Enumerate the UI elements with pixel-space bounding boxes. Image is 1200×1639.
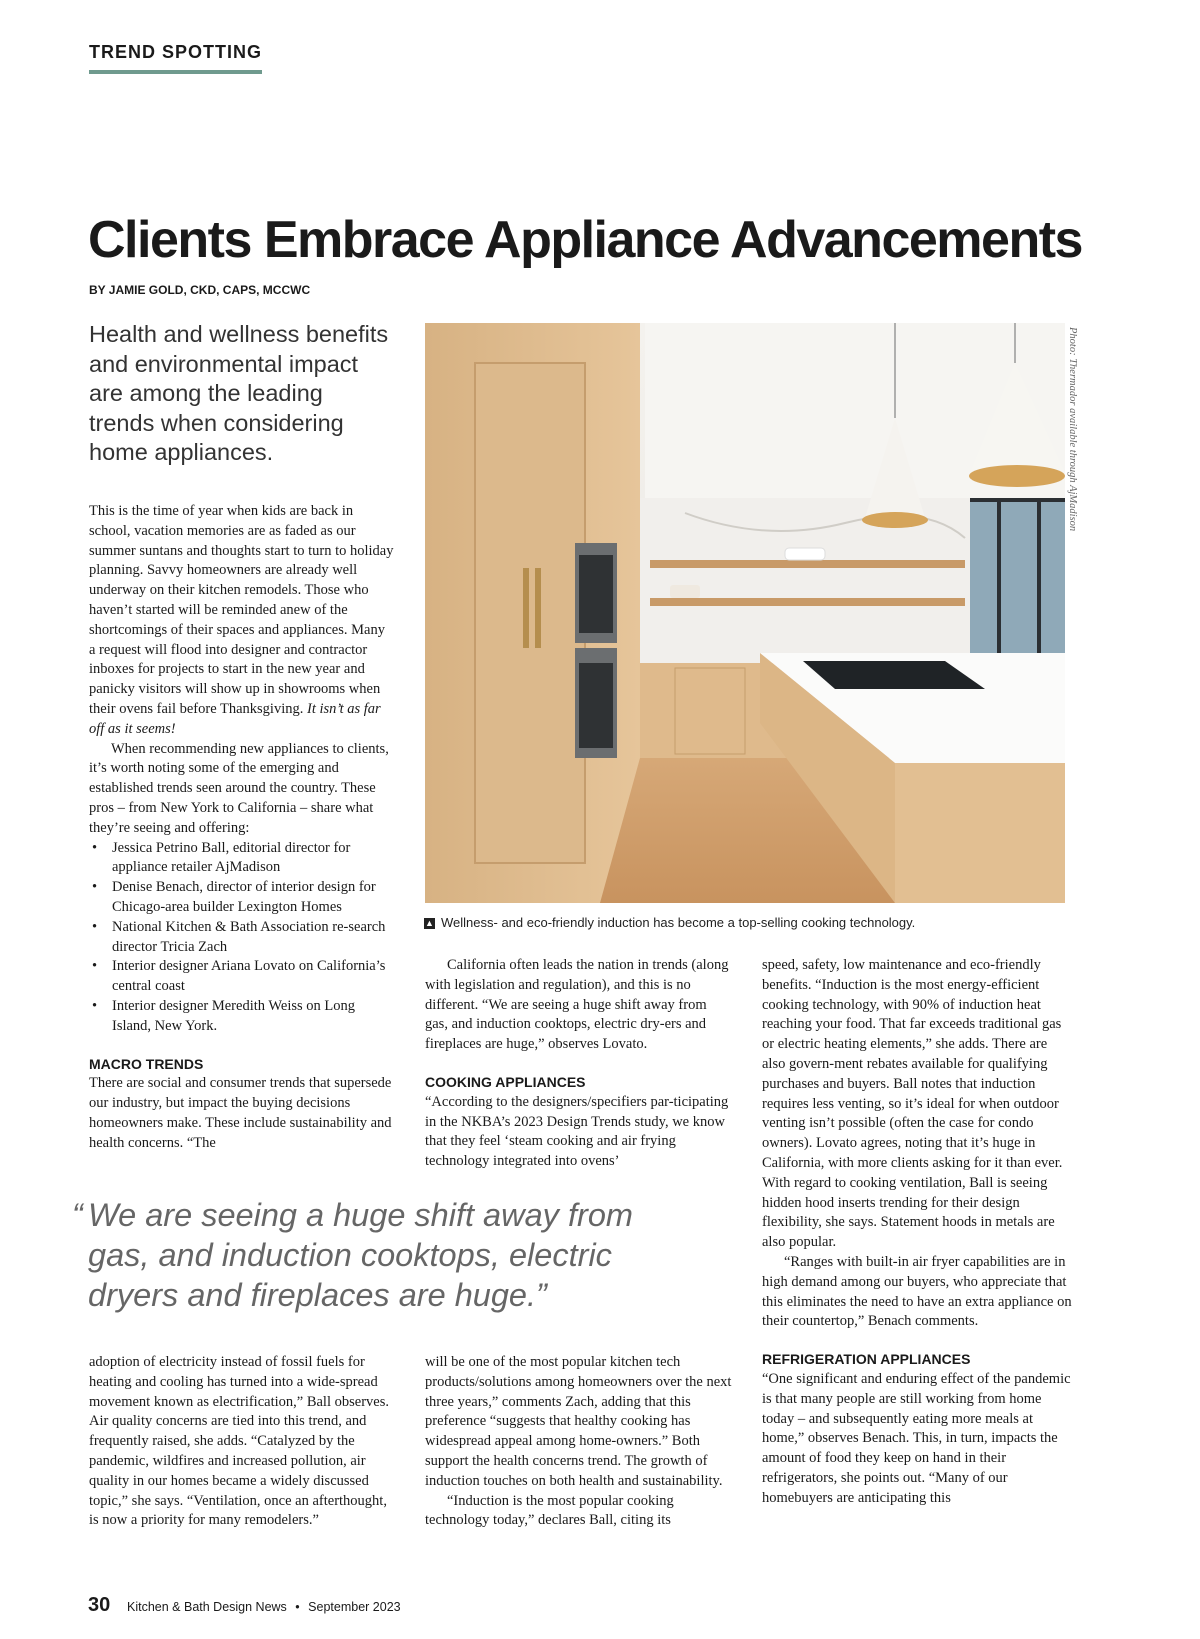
paragraph: When recommending new appliances to clients, it’s worth noting some of the emerging and established trends seen around the country. These pros – from New York to California – share what they’re seeing and offering: — [89, 740, 389, 836]
experts-list — [89, 839, 395, 1037]
list-item: • Interior designer Meredith Weiss on Long Island, New York. — [89, 997, 395, 1037]
section-label: TREND SPOTTING — [89, 42, 262, 74]
footer-publication — [127, 1600, 401, 1614]
cooking-appliances-heading: COOKING APPLIANCES — [425, 1073, 586, 1090]
paragraph: “Induction is the most popular cooking technology today,” declares Ball, citing its — [425, 1492, 674, 1529]
list-item: • Denise Benach, director of interior design for Chicago-area builder Lexington Homes — [89, 878, 395, 918]
kitchen-illustration — [425, 323, 1065, 903]
photo-caption: ▲ Wellness- and eco-friendly induction has become a top-selling cooking technology. — [425, 915, 916, 930]
publication-name: Kitchen & Bath Design News — [127, 1600, 287, 1614]
column-3 — [762, 956, 1072, 1509]
arrow-up-icon: ▲ — [425, 918, 434, 928]
pull-quote-text: We are seeing a huge shift away from gas, and induction cooktops, electric dryers and fireplaces are huge.” — [88, 1197, 633, 1313]
intro-paragraph: This is the time of year when kids are back in school, vacation memories are as faded as our summer suntans and thoughts start to turn to holiday planning. Savvy homeowners are already well underway on their kitchen remodels. Those who haven’t started will be reminded anew of the shortcomings of their spaces and appliances. Many a request will flood into designer and contractor inboxes for projects to start in the new year and panicky visitors will show up in showrooms when their ovens fail before Thanksgiving. It isn’t as far off as it seems! — [89, 503, 394, 737]
column-1-bottom — [89, 1353, 395, 1531]
macro-trends-heading: MACRO TRENDS — [89, 1055, 204, 1072]
list-item: • Interior designer Ariana Lovato on California’s central coast — [89, 957, 395, 997]
photo-credit: Photo: Thermador available through AjMadison — [1067, 327, 1078, 532]
refrigeration-appliances-heading: REFRIGERATION APPLIANCES — [762, 1351, 971, 1368]
footer-separator: • — [295, 1600, 300, 1614]
paragraph: “One significant and enduring effect of the pandemic is that many people are still working from home today – and subsequently eating more meals at home,” observes Benach. This, in turn, impacts the amount of food they keep on hand in their refrigerators, she points out. “Many of our homebuyers are anticipating this — [762, 1370, 1071, 1506]
paragraph: “Ranges with built-in air fryer capabilities are in high demand among our buyers, who appreciate that this eliminates the need to have an extra appliance on their countertop,” Benach comments. — [762, 1253, 1072, 1330]
byline: BY JAMIE GOLD, CKD, CAPS, MCCWC — [89, 283, 311, 297]
column-1-top — [89, 502, 395, 1154]
paragraph: There are social and consumer trends that supersede our industry, but impact the buying decisions homeowners make. These include sustainability and health concerns. “The — [89, 1075, 392, 1151]
paragraph: speed, safety, low maintenance and eco-friendly benefits. “Induction is the most energy-efficient cooking technology, with 90% of induction heat reaching your food. That far exceeds traditional gas or electric heating elements,” she adds. There are also govern-ment rebates available for qualifying purchases and buyers. Ball notes that induction requires less venting, so it’s ideal for when outdoor venting isn’t possible (often the case for condo owners). Lovato agrees, noting that it’s huge in California, with more clients asking for it than ever. With regard to cooking ventilation, Ball is seeing hidden hood inserts trending for their design flexibility, she says. Statement hoods in metals are also popular. — [762, 957, 1063, 1251]
intro-italic: It isn’t as far off as it seems! — [89, 700, 381, 737]
paragraph: California often leads the nation in trends (along with legislation and regulation), and this is no different. “We are seeing a huge shift away from gas, and induction cooktops, electric dry-ers and fireplaces are huge,” observes Lovato. — [425, 957, 729, 1053]
pull-quote — [72, 1195, 672, 1315]
column-2-bottom — [425, 1353, 732, 1531]
open-quote-mark: “ — [72, 1197, 83, 1233]
deck: Health and wellness benefits and environmental impact are among the leading trends when considering home appliances. — [89, 321, 389, 465]
column-2-top — [425, 956, 732, 1172]
list-item: • National Kitchen & Bath Association re-search director Tricia Zach — [89, 918, 395, 958]
paragraph: “According to the designers/specifiers par-ticipating in the NKBA’s 2023 Design Trends study, we know that they feel ‘steam cooking and air frying technology integrated into ovens’ — [425, 1093, 729, 1170]
headline: Clients Embrace Appliance Advancements — [88, 211, 1082, 269]
kitchen-photo — [425, 323, 1065, 903]
paragraph: will be one of the most popular kitchen tech products/solutions among homeowners over the next three years,” comments Zach, adding that this preference “suggests that healthy cooking has widespread appeal among home-owners.” Both support the health concerns trend. The growth of induction touches on both health and sustainability. — [425, 1354, 732, 1489]
issue-date: September 2023 — [308, 1600, 401, 1614]
page-number: 30 — [88, 1594, 111, 1616]
paragraph: adoption of electricity instead of fossil fuels for heating and cooling has turned into a wide-spread movement known as electrification,” Ball observes. Air quality concerns are tied into this trend, and frequently raised, she adds. “Catalyzed by the pandemic, wildfires and increased pollution, air quality in our homes became a widely discussed topic,” she says. “Ventilation, once an afterthought, is now a priority for many remodelers.” — [89, 1354, 389, 1529]
list-item: • Jessica Petrino Ball, editorial director for appliance retailer AjMadison — [89, 839, 395, 879]
